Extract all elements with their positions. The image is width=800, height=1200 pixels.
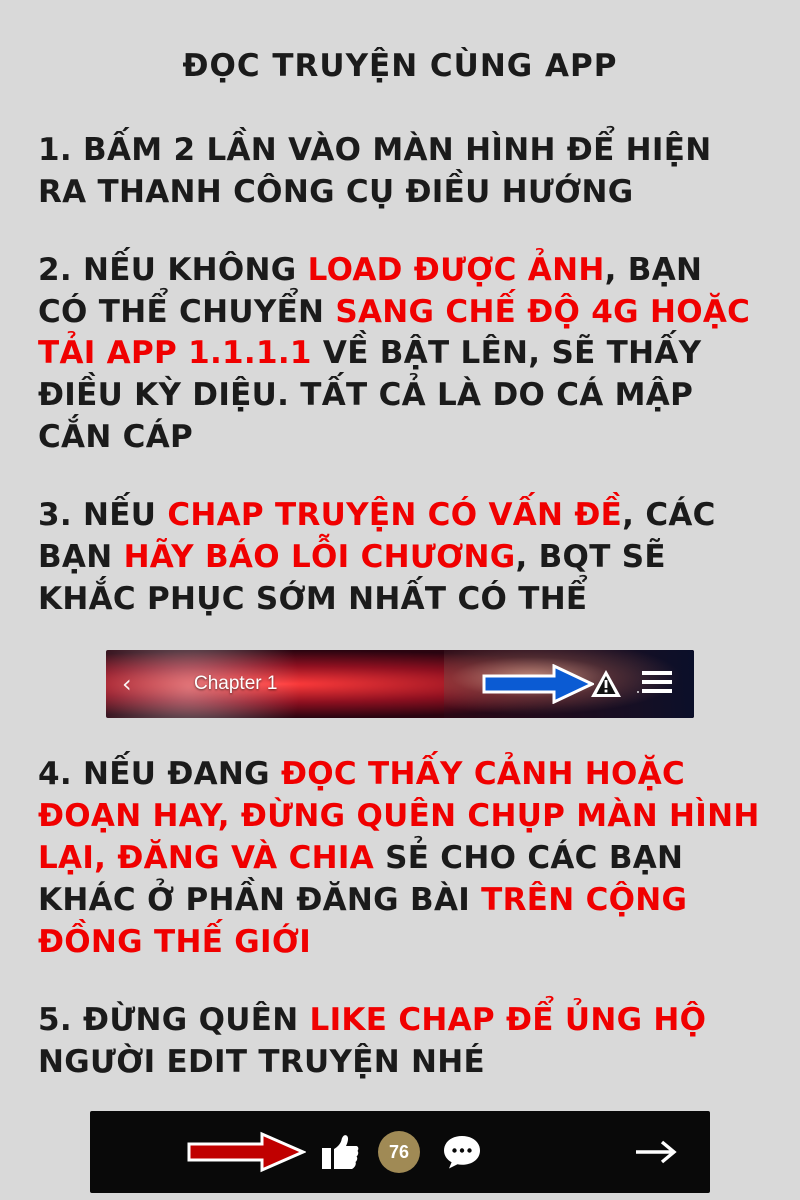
page-title: ĐỌC TRUYỆN CÙNG APP (182, 48, 618, 84)
instruction-5-text-b: NGƯỜI EDIT TRUYỆN NHÉ (38, 1043, 485, 1080)
arrow-right-icon[interactable] (634, 1137, 678, 1167)
instruction-1-text: 1. BẤM 2 LẦN VÀO MÀN HÌNH ĐỂ HIỆN RA THANH CÔNG CỤ ĐIỀU HƯỚNG (38, 132, 712, 210)
comment-bubble-icon[interactable] (442, 1134, 482, 1170)
instruction-3-highlight-2: HÃY BÁO LỖI CHƯƠNG (123, 538, 516, 575)
instruction-2 (38, 250, 762, 459)
instruction-4-text-b: SẺ CHO CÁC BẠN KHÁC Ở PHẦN ĐĂNG BÀI (38, 840, 684, 918)
instruction-5-highlight-1: LIKE CHAP ĐỂ ỦNG HỘ (309, 1001, 707, 1038)
instruction-5 (38, 1000, 762, 1084)
instruction-4-highlight-1: ĐỌC THẤY CẢNH HOẶC ĐOẠN HAY, ĐỪNG QUÊN CHỤP MÀN HÌNH LẠI, ĐĂNG VÀ CHIA (38, 756, 760, 877)
instruction-2-highlight-2: SANG CHẾ ĐỘ 4G HOẶC TẢI APP 1.1.1.1 (38, 293, 751, 372)
instruction-3-highlight-1: CHAP TRUYỆN CÓ VẤN ĐỀ (167, 496, 623, 533)
like-count-badge: 76 (378, 1131, 420, 1173)
chapter-navigation-bar (106, 650, 694, 718)
instruction-4-highlight-2: TRÊN CỘNG ĐỒNG THẾ GIỚI (38, 881, 688, 960)
instruction-2-text-a: 2. NẾU KHÔNG (38, 251, 308, 288)
instruction-2-highlight-1: LOAD ĐƯỢC ẢNH (307, 251, 605, 288)
instruction-2-text-b: , BẠN CÓ THỂ CHUYỂN (38, 251, 703, 330)
chapter-label: Chapter 1 (194, 673, 278, 695)
reaction-bar (90, 1111, 710, 1193)
instruction-2-text-c: VỀ BẬT LÊN, SẼ THẤY ĐIỀU KỲ DIỆU. TẤT CẢ LÀ DO CÁ MẬP CẮN CÁP (38, 335, 702, 456)
instruction-5-text-a: 5. ĐỪNG QUÊN (38, 1001, 310, 1038)
instruction-4-text-a: 4. NẾU ĐANG (38, 756, 281, 793)
instruction-3-text-a: 3. NẾU (38, 496, 168, 533)
list-menu-icon[interactable] (642, 671, 672, 697)
instruction-3 (38, 495, 762, 621)
instruction-1 (38, 130, 762, 214)
chevron-left-icon[interactable]: ‹ (122, 670, 132, 699)
thumbs-up-icon[interactable] (320, 1132, 360, 1172)
red-right-arrow-annotation (186, 1130, 306, 1174)
menu-line (642, 680, 672, 684)
instruction-3-text-c: , BQT SẼ KHẮC PHỤC SỚM NHẤT CÓ THỂ (38, 538, 666, 617)
instruction-3-text-b: , CÁC BẠN (38, 496, 716, 575)
blue-right-arrow-annotation (482, 664, 594, 704)
menu-line (642, 689, 672, 693)
warning-triangle-icon[interactable] (590, 669, 622, 699)
instruction-4 (38, 754, 762, 963)
menu-line (642, 671, 672, 675)
